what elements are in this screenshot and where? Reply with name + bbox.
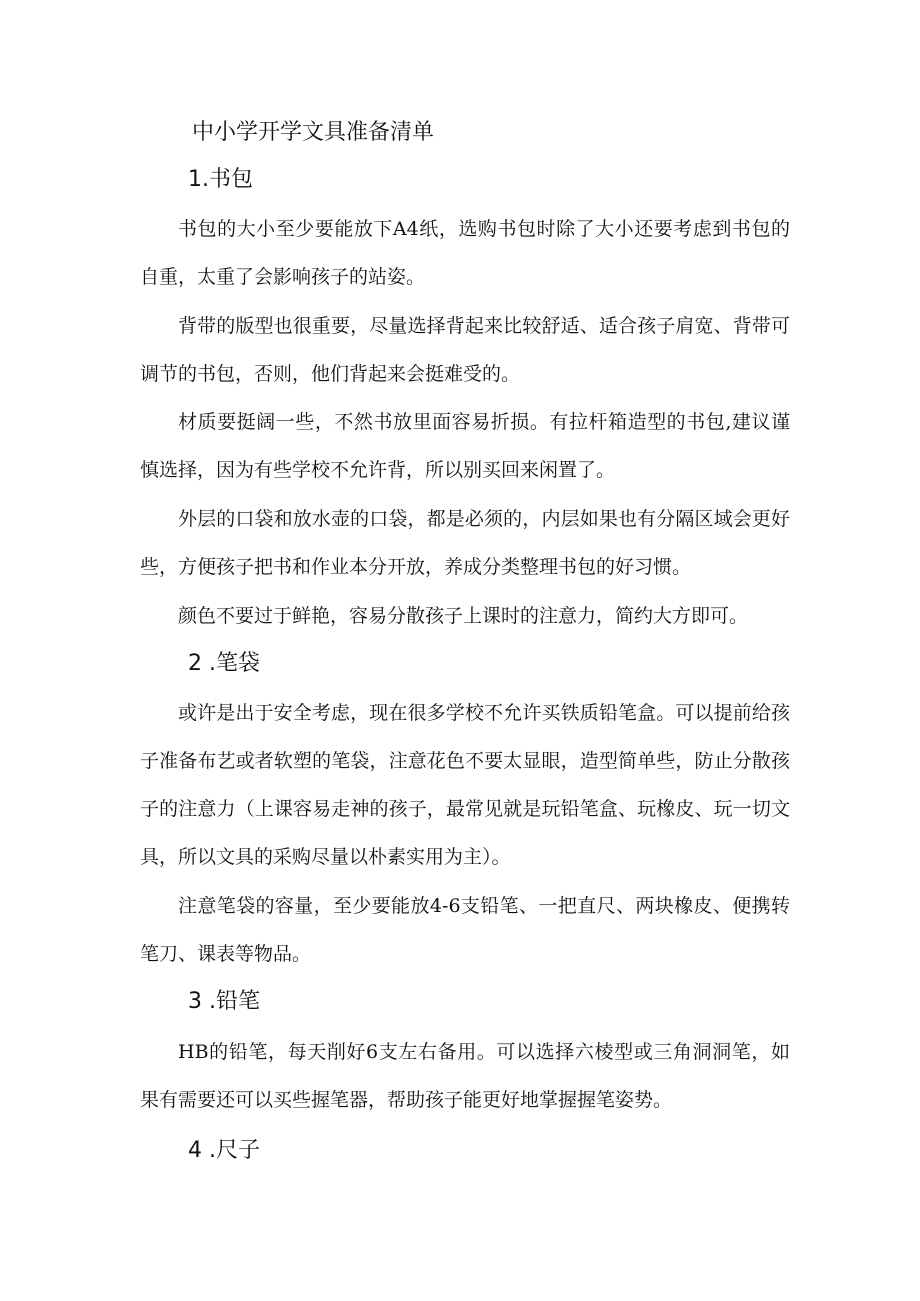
- paragraph: 颜色不要过于鲜艳，容易分散孩子上课时的注意力，简约大方即可。: [178, 605, 749, 627]
- paragraph: 或许是出于安全考虑，现在很多学校不允许买铁质铅笔盒。可以提前给孩子准备布艺或者软塑的笔袋，注意花色不要太显眼，造型简单些，防止分散孩子的注意力（上课容易走神的孩子，最常见就是玩铅笔盒、玩橡皮、玩一切文具，所以文具的采购尽量以朴素实用为主）。: [140, 702, 790, 868]
- section-heading-ruler: 4 .尺子: [188, 1138, 260, 1163]
- paragraph: 书包的大小至少要能放下A4纸，选购书包时除了大小还要考虑到书包的自重，太重了会影响孩子的站姿。: [140, 218, 790, 288]
- paragraph: 材质要挺阔一些，不然书放里面容易折损。有拉杆箱造型的书包,建议谨慎选择，因为有些学校不允许背，所以别买回来闲置了。: [140, 411, 790, 481]
- section-heading-bag: 1.书包: [188, 167, 253, 192]
- document-title: 中小学开学文具准备清单: [192, 120, 435, 145]
- paragraph: HB的铅笔，每天削好6支左右备用。可以选择六棱型或三角洞洞笔，如果有需要还可以买些握笔器，帮助孩子能更好地掌握握笔姿势。: [140, 1041, 790, 1111]
- paragraph: 背带的版型也很重要，尽量选择背起来比较舒适、适合孩子肩宽、背带可调节的书包，否则，他们背起来会挺难受的。: [140, 315, 790, 385]
- section-heading-pencil-case: 2 .笔袋: [188, 651, 260, 676]
- paragraph: 注意笔袋的容量，至少要能放4-6支铅笔、一把直尺、两块橡皮、便携转笔刀、课表等物品。: [140, 895, 790, 965]
- section-heading-pencil: 3 .铅笔: [188, 989, 260, 1014]
- paragraph: 外层的口袋和放水壶的口袋，都是必须的，内层如果也有分隔区域会更好些，方便孩子把书和作业本分开放，养成分类整理书包的好习惯。: [140, 508, 790, 578]
